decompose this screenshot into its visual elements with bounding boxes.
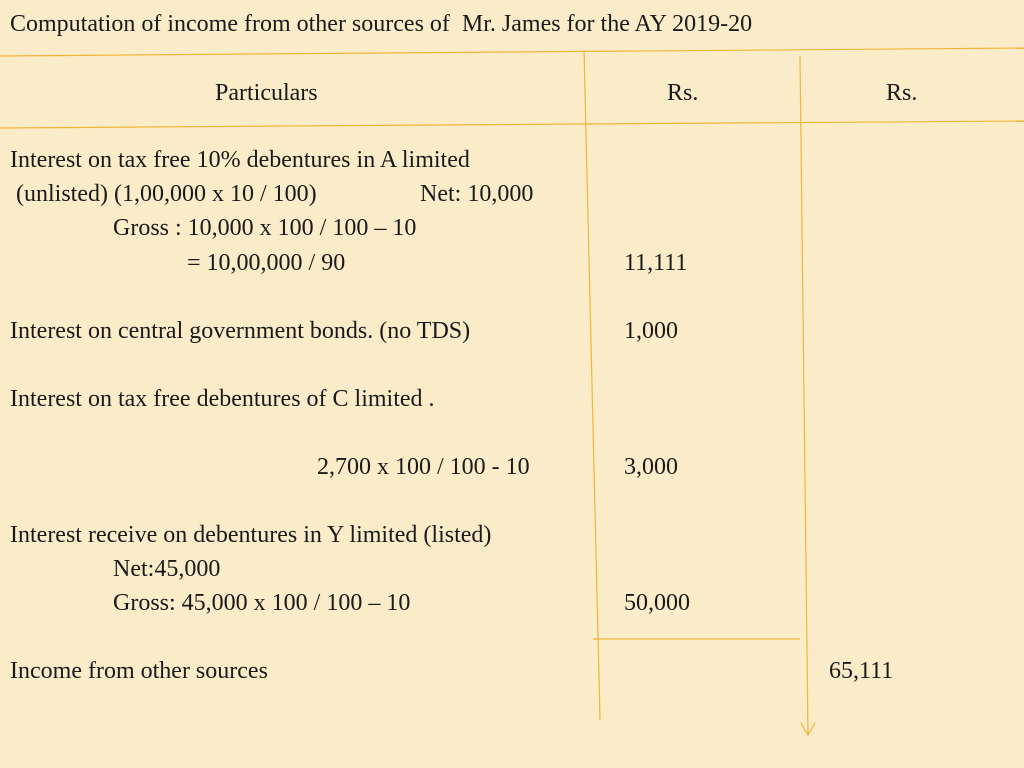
item-d-gross: Gross: 45,000 x 100 / 100 – 10: [113, 590, 411, 616]
item-a-eq: = 10,00,000 / 90: [187, 250, 346, 276]
title-rule: [0, 48, 1024, 56]
item-a-amount: 11,111: [624, 250, 688, 276]
item-d-net: Net:45,000: [113, 556, 221, 582]
item-a-line1: Interest on tax free 10% debentures in A limited: [10, 147, 470, 173]
column-divider-2: [800, 56, 808, 735]
header-rs-col2: Rs.: [886, 80, 918, 106]
header-particulars: Particulars: [215, 80, 318, 106]
item-c-line: Interest on tax free debentures of C limited .: [10, 386, 435, 412]
item-b-amount: 1,000: [624, 318, 678, 344]
header-rs-col1: Rs.: [667, 80, 699, 106]
item-a-net: Net: 10,000: [420, 181, 534, 207]
item-d-line: Interest receive on debentures in Y limited (listed): [10, 522, 492, 548]
header-rule: [0, 121, 1024, 128]
item-a-line2: (unlisted) (1,00,000 x 10 / 100): [10, 181, 317, 207]
item-c-calc: 2,700 x 100 / 100 - 10: [317, 454, 530, 480]
total-amount: 65,111: [829, 658, 894, 684]
item-d-amount: 50,000: [624, 590, 690, 616]
item-b-line: Interest on central government bonds. (no TDS): [10, 318, 471, 344]
column-divider-1: [584, 50, 600, 720]
total-label: Income from other sources: [10, 658, 268, 684]
page-title: Computation of income from other sources of Mr. James for the AY 2019-20: [10, 11, 753, 37]
item-c-amount: 3,000: [624, 454, 678, 480]
item-a-gross: Gross : 10,000 x 100 / 100 – 10: [113, 215, 417, 241]
